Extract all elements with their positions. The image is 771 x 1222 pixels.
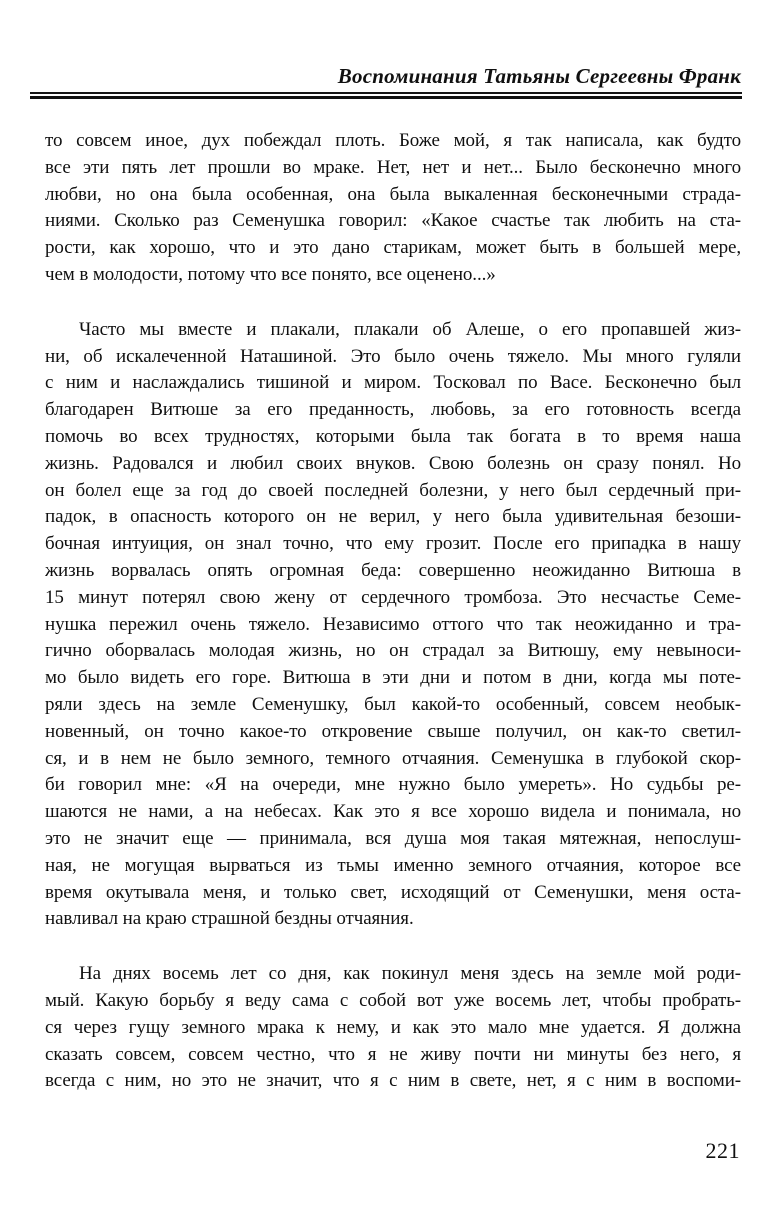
text-line: с ним и наслаждались тишиной и миром. Тосковал по Васе. Бесконечно был: [45, 372, 741, 394]
text-line: бочная интуиция, он знал точно, что ему грозит. После его припадка в нашу: [45, 533, 741, 555]
text-line: ная, не могущая вырваться из тьмы именно земного отчаяния, которое все: [45, 854, 741, 876]
text-line: новенный, он точно какое-то откровение свыше получил, он как-то светил-: [45, 720, 741, 742]
header-rule-thick-line: [30, 96, 742, 99]
text-line: чем в молодости, потому что все понято, все оценено...»: [45, 263, 496, 285]
text-line: рости, как хорошо, что и это дано старикам, может быть в большей мере,: [45, 237, 741, 259]
text-line: гично оборвалась молодая жизнь, но он страдал за Витюшу, ему невыноси-: [45, 640, 741, 662]
text-line: ся через гущу земного мрака к нему, и как это мало мне удается. Я должна: [45, 1016, 741, 1038]
text-line: нушка пережил очень тяжело. Независимо оттого что так неожиданно и тра-: [45, 613, 741, 635]
text-line: падок, в опасность которого он не верил, у него была удивительная безоши-: [45, 506, 741, 528]
text-line: шаются не нами, а на небесах. Как это я все хорошо видела и понимала, но: [45, 801, 741, 823]
text-line: На днях восемь лет со дня, как покинул меня здесь на земле мой роди-: [79, 963, 741, 985]
text-line: это не значит еще — принимала, вся душа моя такая мятежная, непослуш-: [45, 827, 741, 849]
page-number: 221: [705, 1138, 740, 1163]
text-line: то совсем иное, дух побеждал плоть. Боже мой, я так написала, как будто: [45, 130, 741, 151]
body-text: [45, 128, 741, 1095]
text-line: навливал на краю страшной бездны отчаяния.: [45, 908, 414, 930]
text-line: мо было видеть его горе. Витюша в эти дни и потом в дни, когда мы поте-: [45, 667, 741, 689]
text-line: ряли здесь на земле Семенушку, был какой-то особенный, совсем необык-: [45, 693, 741, 715]
paragraph: [45, 317, 741, 933]
text-line: помочь во всех трудностях, которыми была так богата в то время наша: [45, 425, 741, 447]
header-rule: [30, 92, 742, 99]
text-line: Часто мы вместе и плакали, плакали об Алеше, о его пропавшей жиз-: [79, 318, 741, 340]
text-line: жизнь. Радовался и любил своих внуков. Свою болезнь он сразу понял. Но: [45, 452, 741, 474]
text-line: сказать совсем, совсем честно, что я не живу почти ни минуты без него, я: [45, 1043, 741, 1065]
text-line: ни, об искалеченной Наташиной. Это было очень тяжело. Мы много гуляли: [45, 345, 741, 367]
text-line: благодарен Витюше за его преданность, любовь, за его готовность всегда: [45, 399, 741, 421]
header-rule-thin-line: [30, 92, 742, 94]
paragraph: [45, 961, 741, 1095]
text-line: всегда с ним, но это не значит, что я с ним в свете, нет, я с ним в воспоми-: [45, 1070, 741, 1092]
text-line: мый. Какую борьбу я веду сама с собой вот уже восемь лет, чтобы пробрать-: [45, 989, 741, 1011]
text-line: ниями. Сколько раз Семенушка говорил: «Какое счастье так любить на ста-: [45, 210, 741, 232]
text-line: жизнь ворвалась опять огромная беда: совершенно неожиданно Витюша в: [45, 559, 741, 581]
text-line: он болел еще за год до своей последней болезни, у него был сердечный при-: [45, 479, 741, 501]
text-line: любви, но она была особенная, она была выкаленная бесконечными страда-: [45, 183, 741, 205]
text-line: 15 минут потерял свою жену от сердечного тромбоза. Это несчастье Семе-: [45, 586, 741, 608]
text-line: все эти пять лет прошли во мраке. Нет, нет и нет... Было бесконечно много: [45, 156, 741, 178]
text-line: би говорил мне: «Я на очереди, мне нужно было умереть». Но судьбы ре-: [45, 774, 741, 796]
text-line: ся, и в нем не было земного, темного отчаяния. Семенушка в глубокой скор-: [45, 747, 741, 769]
text-line: время окутывала меня, и только свет, исходящий от Семенушки, меня оста-: [45, 881, 741, 903]
paragraph: [45, 128, 741, 289]
running-header-title: Воспоминания Татьяны Сергеевны Франк: [337, 64, 741, 88]
